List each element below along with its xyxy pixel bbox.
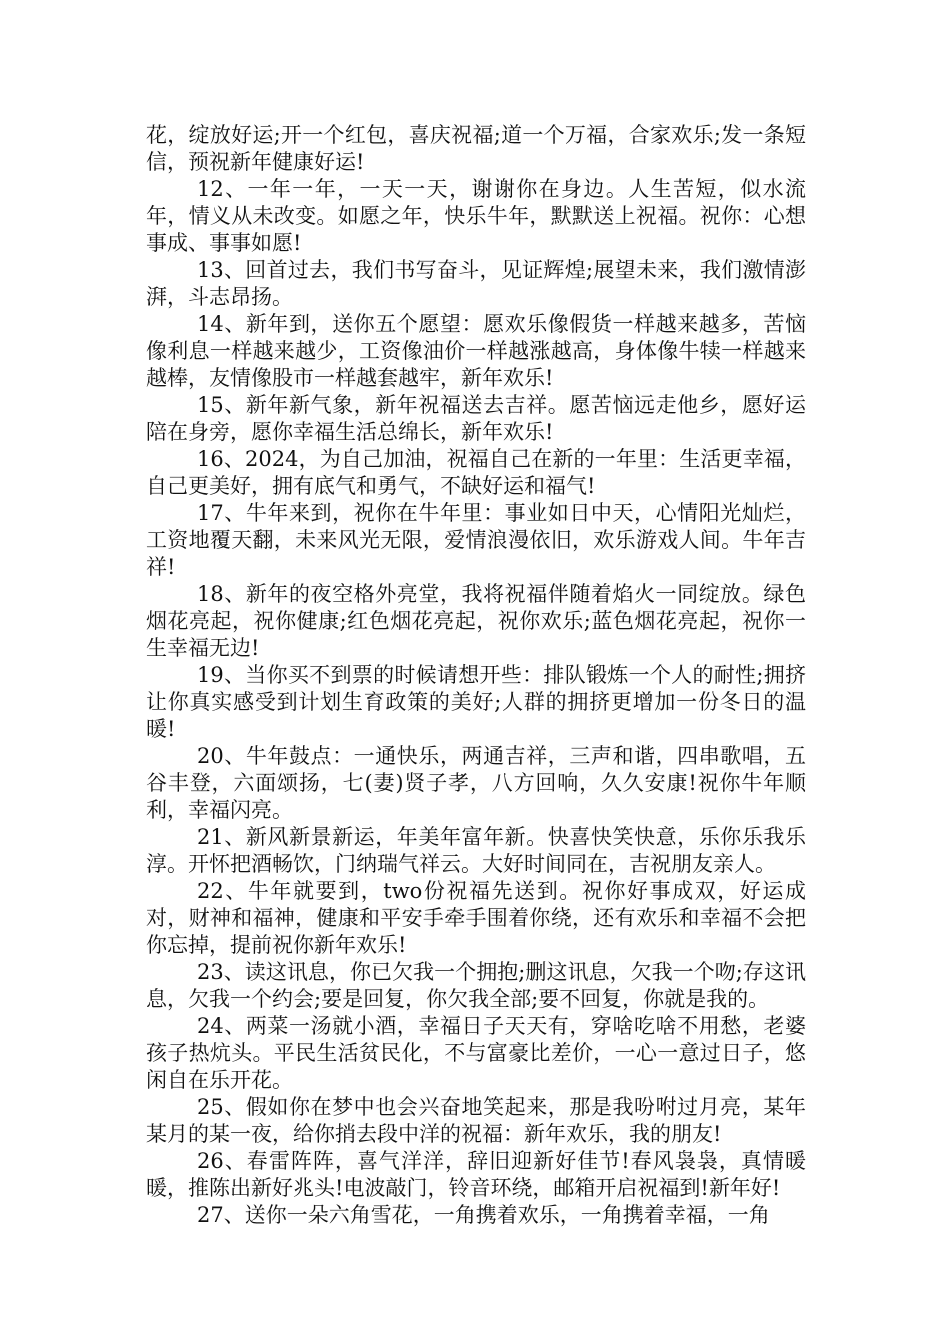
paragraph-item-21: 21、新风新景新运，年美年富年新。快喜快笑快意，乐你乐我乐淳。开怀把酒畅饮，门纳瑞气祥云。大好时间同在，吉祝朋友亲人。	[146, 825, 806, 876]
paragraph-item-12: 12、一年一年，一天一天，谢谢你在身边。人生苦短，似水流年，情义从未改变。如愿之年，快乐牛年，默默送上祝福。祝你：心想事成、事事如愿!	[146, 177, 806, 255]
document-page	[146, 122, 806, 1229]
paragraph-item-25: 25、假如你在梦中也会兴奋地笑起来，那是我吩咐过月亮，某年某月的某一夜，给你捎去段中洋的祝福：新年欢乐，我的朋友!	[146, 1095, 806, 1146]
paragraph-item-15: 15、新年新气象，新年祝福送去吉祥。愿苦恼远走他乡，愿好运陪在身旁，愿你幸福生活总绵长，新年欢乐!	[146, 393, 806, 444]
paragraph-item-13: 13、回首过去，我们书写奋斗，见证辉煌;展望未来，我们激情澎湃，斗志昂扬。	[146, 258, 806, 309]
paragraph-item-16: 16、2024，为自己加油，祝福自己在新的一年里：生活更幸福，自己更美好，拥有底气和勇气，不缺好运和福气!	[146, 447, 806, 498]
paragraph-item-17: 17、牛年来到，祝你在牛年里：事业如日中天，心情阳光灿烂，工资地覆天翻，未来风光无限，爱情浪漫依旧，欢乐游戏人间。牛年吉祥!	[146, 501, 806, 579]
paragraph-item-22: 22、牛年就要到，two份祝福先送到。祝你好事成双，好运成对，财神和福神，健康和平安手牵手围着你绕，还有欢乐和幸福不会把你忘掉，提前祝你新年欢乐!	[146, 879, 806, 957]
paragraph-item-20: 20、牛年鼓点：一通快乐，两通吉祥，三声和谐，四串歌唱，五谷丰登，六面颂扬，七(妻)贤子孝，八方回响，久久安康!祝你牛年顺利，幸福闪亮。	[146, 744, 806, 822]
paragraph-item-23: 23、读这讯息，你已欠我一个拥抱;删这讯息，欠我一个吻;存这讯息，欠我一个约会;要是回复，你欠我全部;要不回复，你就是我的。	[146, 960, 806, 1011]
paragraph-continuation: 花，绽放好运;开一个红包，喜庆祝福;道一个万福，合家欢乐;发一条短信，预祝新年健康好运!	[146, 123, 806, 174]
paragraph-item-18: 18、新年的夜空格外亮堂，我将祝福伴随着焰火一同绽放。绿色烟花亮起，祝你健康;红色烟花亮起，祝你欢乐;蓝色烟花亮起，祝你一生幸福无边!	[146, 582, 806, 660]
paragraph-item-14: 14、新年到，送你五个愿望：愿欢乐像假货一样越来越多，苦恼像利息一样越来越少，工资像油价一样越涨越高，身体像牛犊一样越来越棒，友情像股市一样越套越牢，新年欢乐!	[146, 312, 806, 390]
paragraph-item-26: 26、春雷阵阵，喜气洋洋，辞旧迎新好佳节!春风袅袅，真情暖暖，推陈出新好兆头!电波敲门，铃音环绕，邮箱开启祝福到!新年好!	[146, 1149, 806, 1200]
paragraph-item-24: 24、两菜一汤就小酒，幸福日子天天有，穿啥吃啥不用愁，老婆孩子热炕头。平民生活贫民化，不与富豪比差价，一心一意过日子，悠闲自在乐开花。	[146, 1014, 806, 1092]
paragraph-item-27: 27、送你一朵六角雪花，一角携着欢乐，一角携着幸福，一角	[197, 1203, 770, 1227]
paragraph-item-19: 19、当你买不到票的时候请想开些：排队锻炼一个人的耐性;拥挤让你真实感受到计划生育政策的美好;人群的拥挤更增加一份冬日的温暖!	[146, 663, 806, 741]
